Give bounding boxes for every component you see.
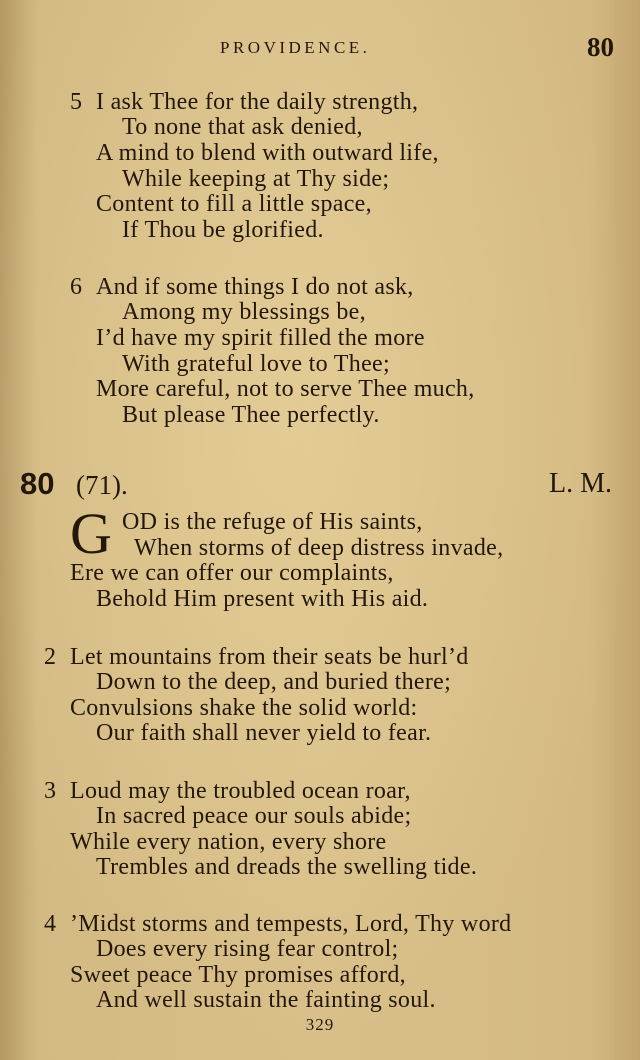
verse-line: With grateful love to Thee;	[122, 351, 390, 377]
verse-line: Trembles and dreads the swelling tide.	[96, 854, 478, 880]
verse-line: ’Midst storms and tempests, Lord, Thy word	[70, 911, 512, 937]
verse-number: 5	[70, 89, 82, 115]
hymn-meter: L. M.	[549, 468, 612, 499]
running-head: PROVIDENCE.	[220, 38, 371, 57]
verse-line: Behold Him present with His aid.	[96, 586, 429, 612]
hymn-heading	[0, 466, 640, 506]
verse-line: I ask Thee for the daily strength,	[96, 89, 419, 115]
verse-line: Does every rising fear control;	[96, 936, 399, 962]
verse-line: And if some things I do not ask,	[96, 274, 414, 300]
verse-line: In sacred peace our souls abide;	[96, 803, 412, 829]
verse-line: Down to the deep, and buried there;	[96, 669, 452, 695]
verse-line: Among my blessings be,	[122, 299, 366, 325]
page-header	[0, 32, 640, 66]
folio-number: 329	[305, 1015, 335, 1034]
verse-number: 4	[44, 911, 56, 937]
verse-line: Convulsions shake the solid world:	[70, 695, 418, 721]
hymn-number: 80	[20, 466, 55, 501]
page-number: 80	[587, 32, 614, 62]
drop-cap: G	[70, 501, 112, 566]
verse-line: Ere we can offer our complaints,	[70, 560, 394, 586]
verse-line: If Thou be glorified.	[122, 217, 324, 243]
verse-line: While every nation, every shore	[70, 829, 387, 855]
verse-line: Loud may the troubled ocean roar,	[70, 778, 411, 804]
hymn-alternate-number: (71).	[76, 470, 128, 500]
verse-line: A mind to blend with outward life,	[96, 140, 439, 166]
verse-line: To none that ask denied,	[122, 114, 363, 140]
verse-line: But please Thee perfectly.	[122, 402, 380, 428]
verse-number: 2	[44, 644, 56, 670]
verse-line: Content to fill a little space,	[96, 191, 372, 217]
verse-line: Let mountains from their seats be hurl’d	[70, 644, 469, 670]
verse-line: More careful, not to serve Thee much,	[96, 376, 475, 402]
verse-number: 3	[44, 778, 56, 804]
verse-line: Our faith shall never yield to fear.	[96, 720, 432, 746]
verse-line: And well sustain the fainting soul.	[96, 987, 436, 1013]
verse-line: When storms of deep distress invade,	[134, 535, 504, 561]
verse-line: OD is the refuge of His saints,	[122, 509, 423, 535]
verse-line: I’d have my spirit filled the more	[96, 325, 425, 351]
verse-number: 6	[70, 274, 82, 300]
verse-line: Sweet peace Thy promises afford,	[70, 962, 406, 988]
verse-line: While keeping at Thy side;	[122, 166, 390, 192]
